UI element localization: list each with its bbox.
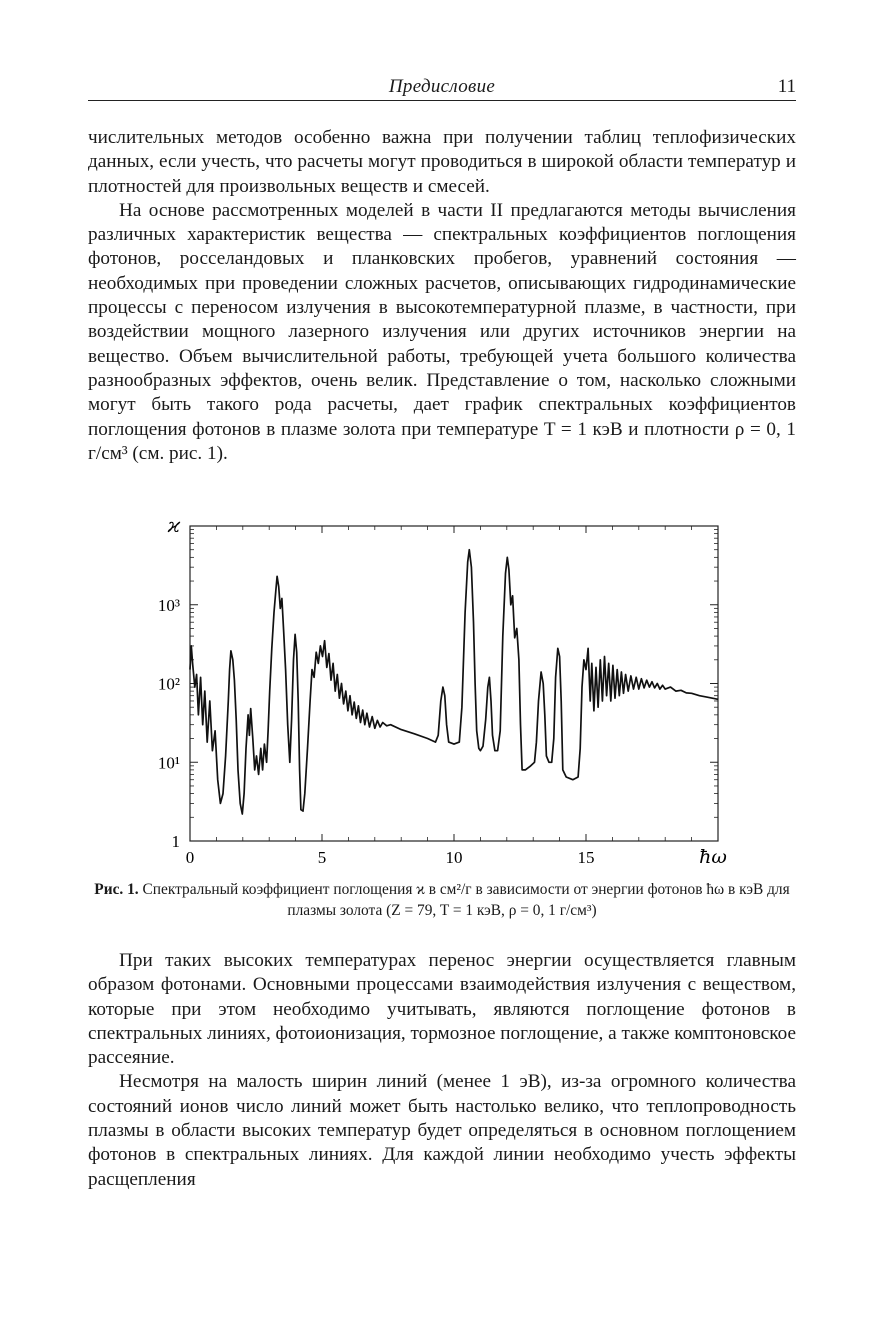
y-tick-label: 10² [157, 674, 180, 694]
x-tick-label: 10 [445, 848, 463, 867]
y-tick-label: 10¹ [157, 753, 180, 773]
y-tick-label: 1 [171, 832, 180, 851]
x-tick-label: 15 [577, 848, 595, 867]
page-number: 11 [777, 76, 796, 97]
body-text-bottom [88, 949, 796, 1192]
paragraph: При таких высоких температурах перенос энергии осуществляется главным образом фотонами. Основными процессами взаимодействия излучения с веществом, которые при этом необходимо учитывать, являются поглощение фотонов в спектральных линиях, фотоионизация, тормозное поглощение, а также комптоновское рассеяние. [88, 950, 796, 1069]
figure-caption [88, 879, 796, 921]
y-axis-label: ϰ [167, 513, 181, 537]
body-text-top [88, 126, 796, 466]
x-axis-label: ħω [699, 846, 727, 868]
spectrum-line [190, 550, 718, 814]
y-tick-label: 10³ [157, 595, 180, 615]
figure-1 [140, 510, 740, 880]
absorption-spectrum-chart [140, 510, 740, 880]
running-title: Предисловие [388, 76, 496, 97]
caption-label: Рис. 1. [94, 881, 139, 898]
paragraph: Несмотря на малость ширин линий (менее 1 эВ), из-за огромного количества состояний ионов число линий может быть настолько велико, что теплопроводность плазмы в области высоких температур будет определяться в основном поглощением фотонов в спектральных линиях. Для каждой линии необходимо учесть эффекты расщепления [88, 1071, 796, 1190]
plot-frame [190, 526, 718, 841]
caption-text: Спектральный коэффициент поглощения ϰ в см²/г в зависимости от энергии фотонов ħω в кэВ для плазмы золота (Z = 79, T = 1 кэВ, ρ = 0, 1 г/см³) [142, 881, 790, 919]
page-header [88, 76, 796, 101]
paragraph: числительных методов особенно важна при получении таблиц теплофизических данных, если учесть, что расчеты могут проводиться в широкой области температур и плотностей для произвольных веществ и смесей. [88, 127, 796, 197]
x-tick-label: 0 [185, 848, 195, 867]
paragraph: На основе рассмотренных моделей в части II предлагаются методы вычисления различных характеристик вещества — спектральных коэффициентов поглощения фотонов, росселандовых и планковских пробегов, уравнений состояния — необходимых при проведении сложных расчетов, описывающих гидродинамические процессы с переносом излучения в высокотемпературной плазме, в частности, при воздействии мощного лазерного излучения или других источников энергии на вещество. Объем вычислительной работы, требующей учета большого количества разнообразных эффектов, очень велик. Представление о том, насколько сложными могут быть такого рода расчеты, дает график спектральных коэффициентов поглощения фотонов в плазме золота при температуре T = 1 кэВ и плотности ρ = 0, 1 г/см³ (см. рис. 1). [88, 199, 796, 464]
x-tick-label: 5 [317, 848, 327, 867]
